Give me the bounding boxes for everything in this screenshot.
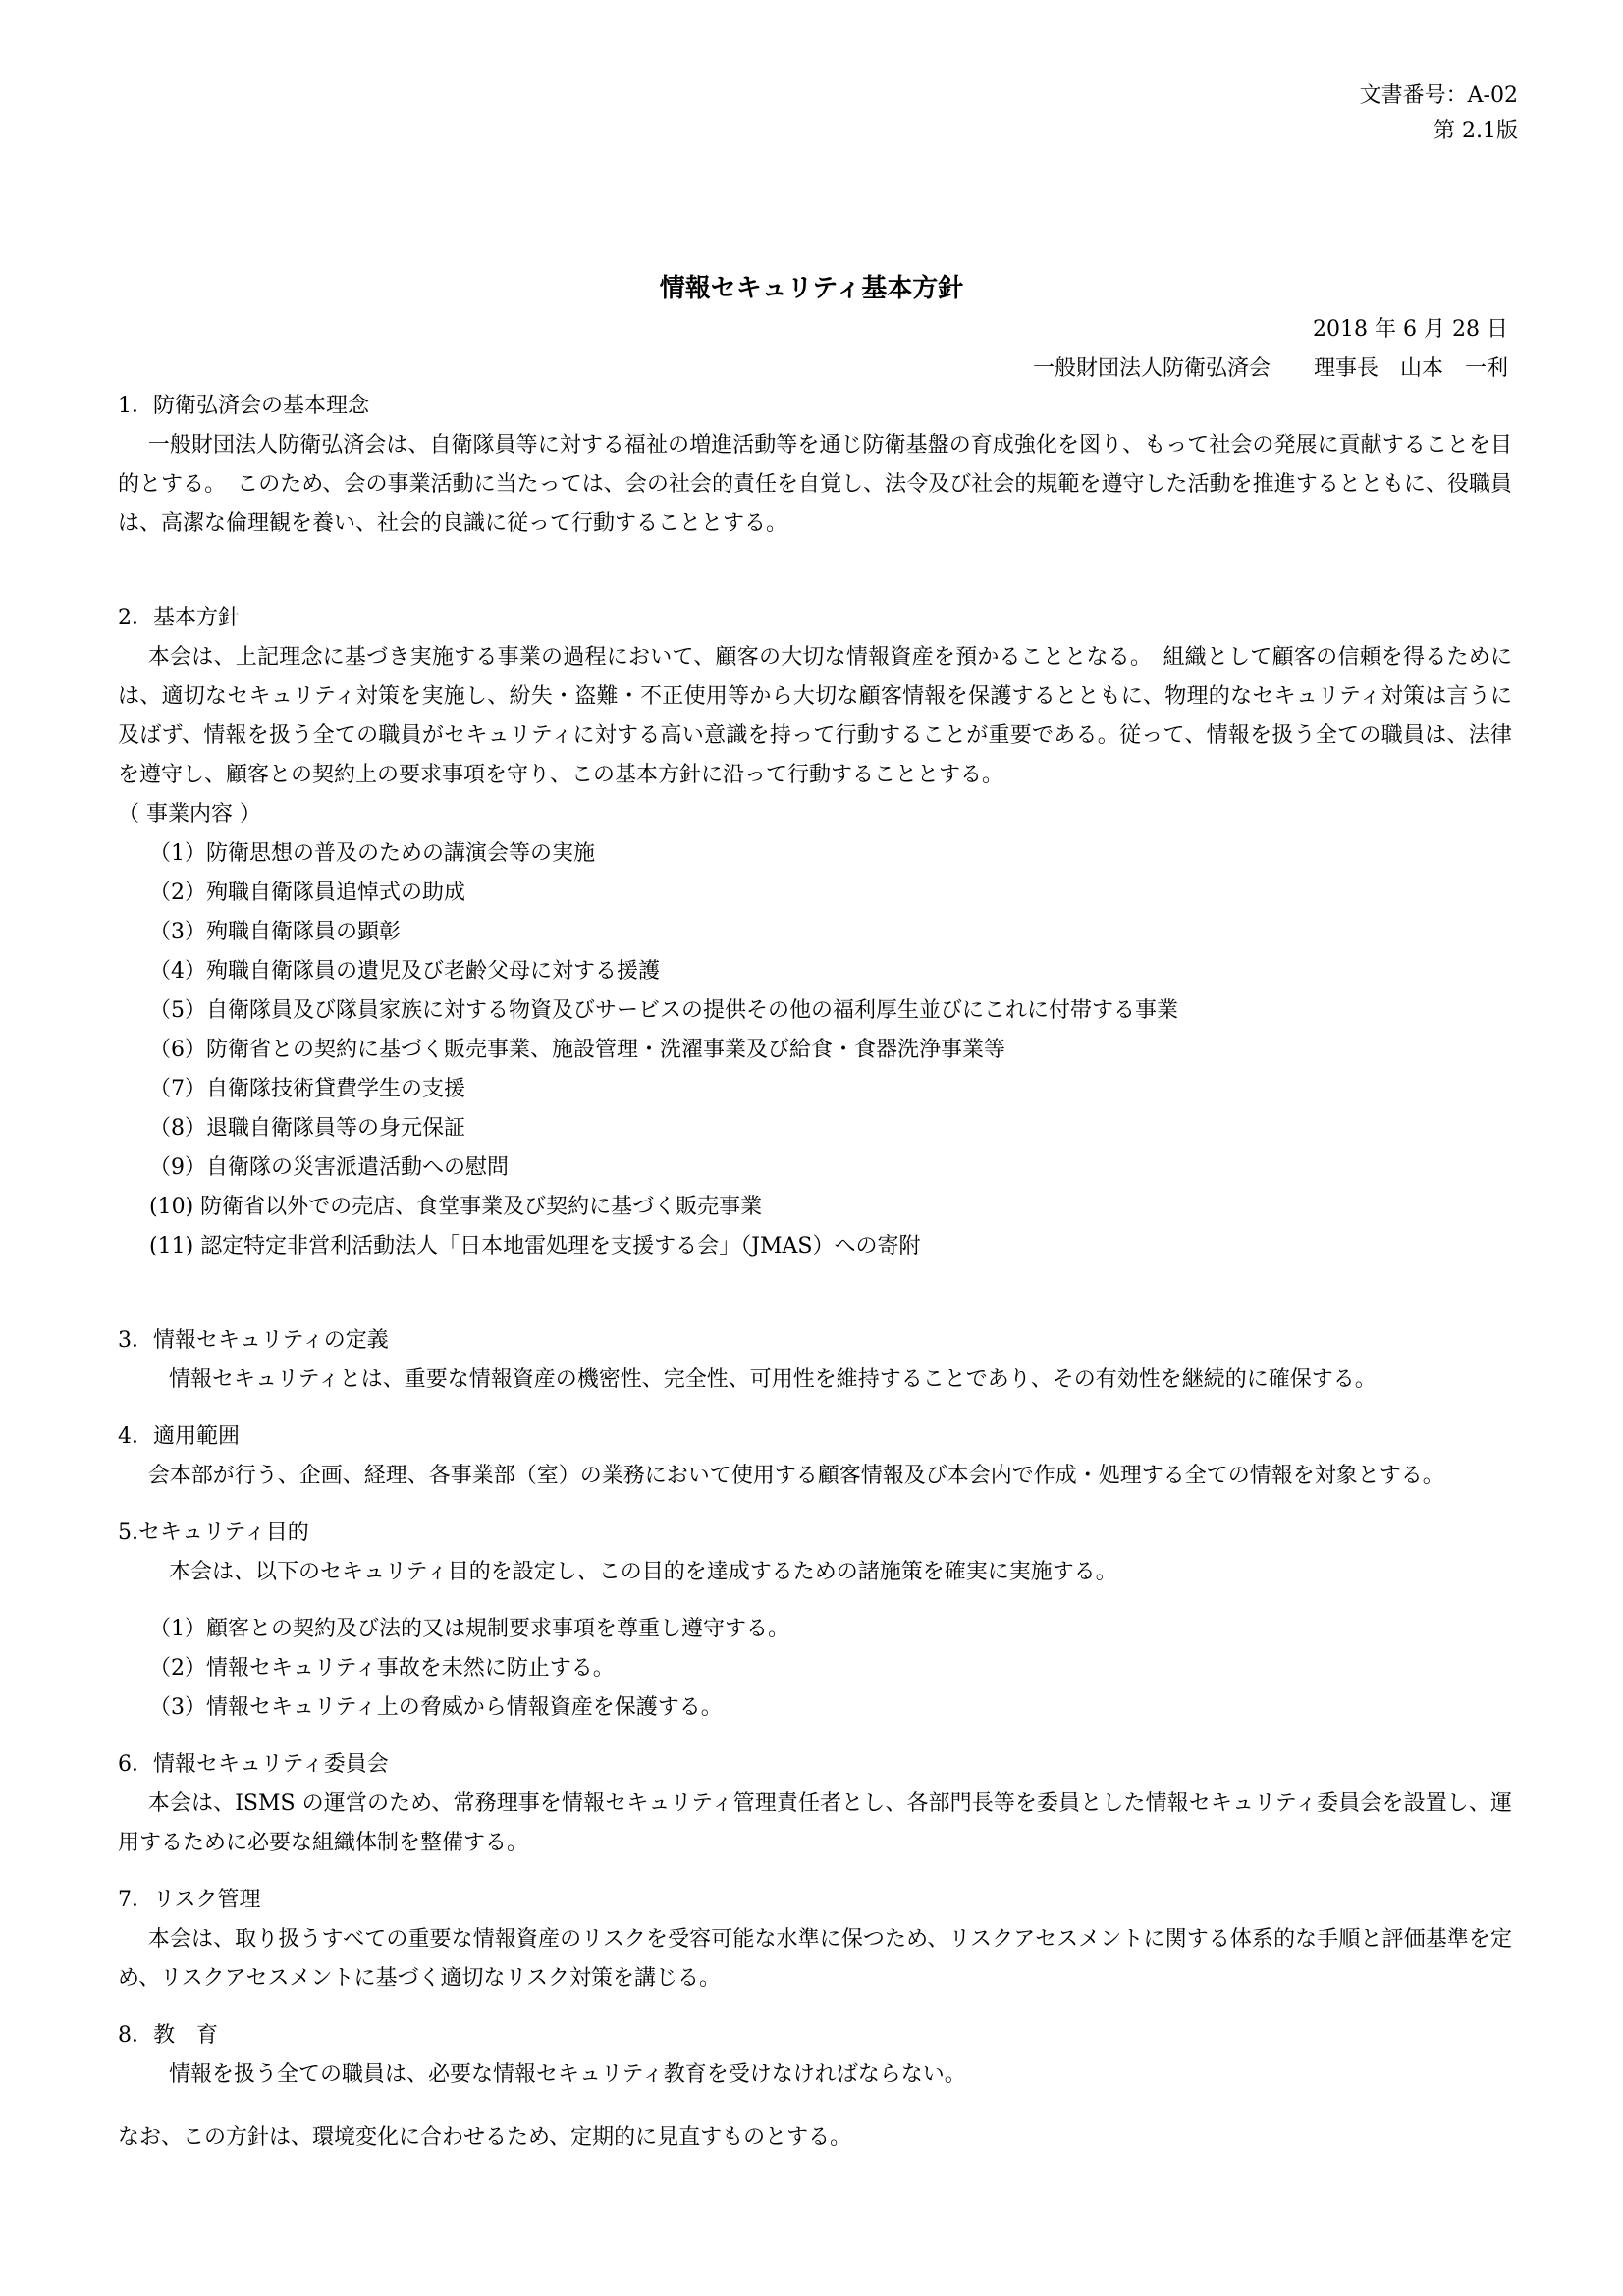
section-paragraph: 本会は、取り扱うすべての重要な情報資産のリスクを受容可能な水準に保つため、リスクアセスメントに関する体系的な手順と評価基準を定め、リスクアセスメントに基づく適切なリスク対策を講じる。: [118, 1927, 1512, 1991]
section-heading: 3．情報セキュリティの定義: [118, 1328, 389, 1353]
section-heading: 2．基本方針: [118, 606, 240, 630]
list-item: （1）顧客との契約及び法的又は規制要求事項を尊重し遵守する。: [149, 1617, 789, 1641]
document-date: 2018 年 6 月 28 日: [1313, 317, 1508, 342]
section-heading: 1．防衛弘済会の基本理念: [118, 394, 369, 418]
section-paragraph: 本会は、上記理念に基づき実施する事業の過程において、顧客の大切な情報資産を預かることとなる。 組織として顧客の信頼を得るためには、適切なセキュリティ対策を実施し、紛失・盗難・不正使用等から大切な顧客情報を保護するとともに、物理的なセキュリティ対策は言うに及ばず、情報を扱う全ての職員がセキュリティに対する高い意識を持って行動することが重要である。従って、情報を扱う全ての職員は、法律を遵守し、顧客との契約上の要求事項を守り、この基本方針に沿って行動することとする。: [118, 645, 1512, 787]
list-item: (11) 認定特定非営利活動法人「日本地雷処理を支援する会」（JMAS）への寄附: [149, 1234, 921, 1258]
business-content-list: [118, 834, 1512, 1266]
list-item: （6）防衛省との契約に基づく販売事業、施設管理・洗濯事業及び給食・食器洗浄事業等: [149, 1038, 1005, 1062]
section-security-committee: [118, 1745, 1512, 1863]
section-paragraph: 会本部が行う、企画、経理、各事業部（室）の業務において使用する顧客情報及び本会内で作成・処理する全ての情報を対象とする。: [147, 1464, 1444, 1488]
section-risk-management: [118, 1881, 1512, 1999]
document-header: [1360, 79, 1518, 149]
list-item: （3）情報セキュリティ上の脅威から情報資産を保護する。: [149, 1695, 723, 1720]
list-item: （9）自衛隊の災害派遣活動への慰問: [149, 1155, 509, 1180]
list-item: （7）自衛隊技術貸費学生の支援: [149, 1077, 465, 1101]
section-education: [118, 2016, 1512, 2095]
section-security-objectives: [118, 1514, 1512, 1728]
list-item: （1）防衛思想の普及のための講演会等の実施: [149, 841, 595, 866]
list-item: （8）退職自衛隊員等の身元保証: [149, 1116, 465, 1141]
list-item: （2）情報セキュリティ事故を未然に防止する。: [149, 1656, 615, 1681]
section-paragraph: 情報を扱う全ての職員は、必要な情報セキュリティ教育を受けなければならない。: [169, 2062, 966, 2087]
list-item: （5）自衛隊員及び隊員家族に対する物資及びサービスの提供その他の福利厚生並びにこれに付帯する事業: [149, 998, 1179, 1023]
document-author: 一般財団法人防衛弘済会 理事長 山本 一利: [1032, 356, 1508, 381]
list-item: （3）殉職自衛隊員の顕彰: [149, 920, 401, 944]
section-heading: 6．情報セキュリティ委員会: [118, 1752, 389, 1777]
section-paragraph: 一般財団法人防衛弘済会は、自衛隊員等に対する福祉の増進活動等を通じ防衛基盤の育成強化を図り、もって社会の発展に貢献することを目的とする。 このため、会の事業活動に当たっては、会の社会的責任を自覚し、法令及び社会的規範を遵守した活動を推進するとともに、役職員は、高潔な倫理観を養い、社会的良識に従って行動することとする。: [118, 433, 1512, 536]
document-body: [118, 387, 1512, 2158]
closing-statement: なお、この方針は、環境変化に合わせるため、定期的に見直すものとする。: [118, 2125, 852, 2150]
objectives-list: [118, 1610, 1512, 1728]
section-paragraph: 本会は、以下のセキュリティ目的を設定し、この目的を達成するための諸施策を確実に実施する。: [169, 1560, 1117, 1584]
business-content-heading: （ 事業内容 ）: [118, 802, 261, 827]
section-basic-philosophy: [118, 387, 1512, 544]
section-heading: 5.セキュリティ目的: [118, 1521, 309, 1545]
list-item: （2）殉職自衛隊員追悼式の助成: [149, 881, 465, 905]
section-heading: 7．リスク管理: [118, 1888, 261, 1912]
section-security-definition: [118, 1321, 1512, 1400]
document-title: 情報セキュリティ基本方針: [659, 274, 964, 303]
section-heading: 4．適用範囲: [118, 1424, 240, 1449]
section-paragraph: 情報セキュリティとは、重要な情報資産の機密性、完全性、可用性を維持することであり、その有効性を継続的に確保する。: [169, 1367, 1377, 1392]
document-version: 第 2.1版: [1434, 119, 1518, 143]
section-paragraph: 本会は、ISMS の運営のため、常務理事を情報セキュリティ管理責任者とし、各部門長等を委員とした情報セキュリティ委員会を設置し、運用するために必要な組織体制を整備する。: [118, 1791, 1512, 1855]
list-item: (10) 防衛省以外での売店、食堂事業及び契約に基づく販売事業: [149, 1195, 763, 1219]
section-heading: 8．教 育: [118, 2023, 218, 2048]
document-number: 文書番号：A-02: [1359, 83, 1518, 108]
section-scope: [118, 1417, 1512, 1496]
list-item: （4）殉職自衛隊員の遺児及び老齢父母に対する援護: [149, 959, 660, 984]
section-basic-policy: [118, 599, 1512, 1266]
